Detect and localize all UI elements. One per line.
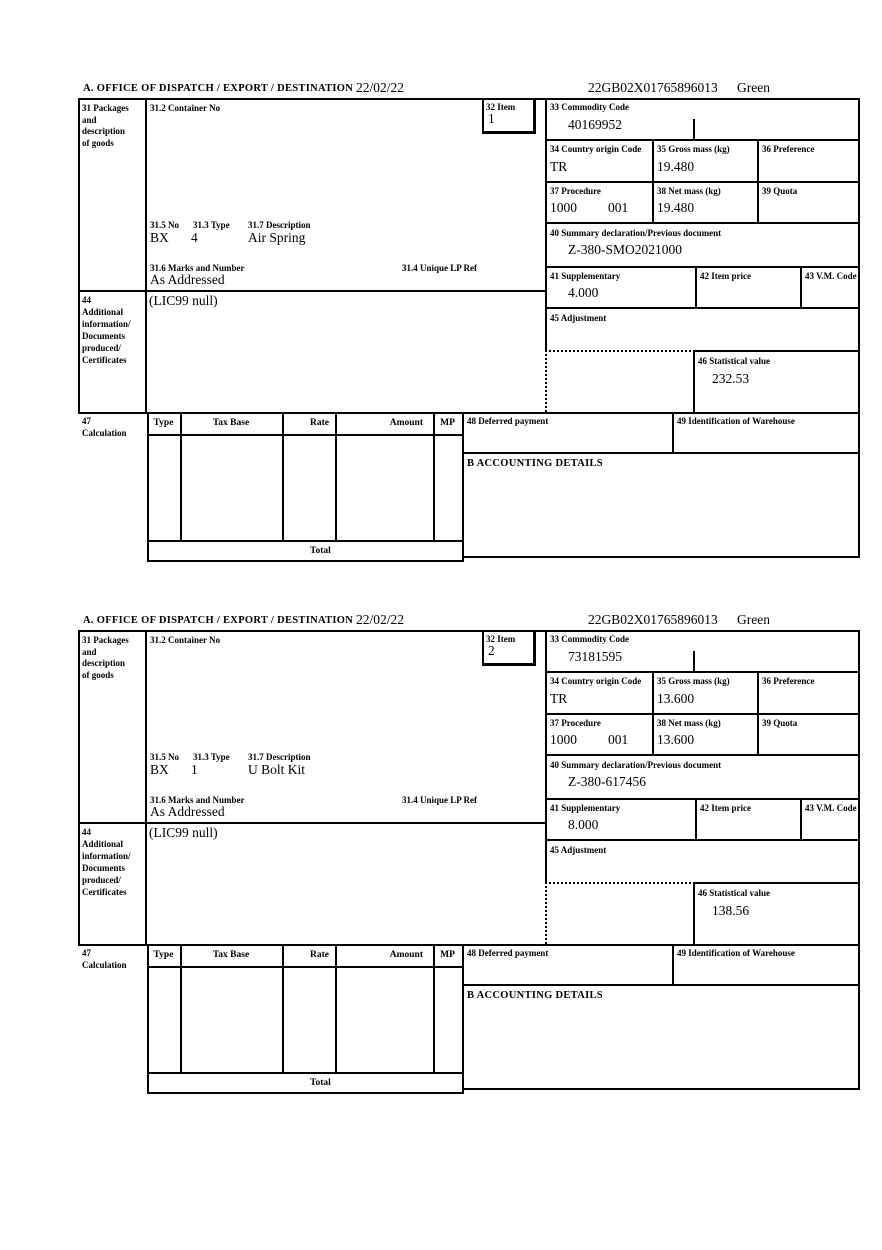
box49-warehouse-label: 49 Identification of Warehouse	[677, 416, 795, 426]
box47-label-line2: Calculation	[82, 428, 127, 438]
box33-commodity-label: 33 Commodity Code	[550, 634, 629, 644]
grid-line	[78, 412, 860, 414]
grid-line	[78, 98, 860, 100]
box34-origin-label: 34 Country origin Code	[550, 144, 642, 154]
box31-label-line1: 31 Packages	[82, 103, 129, 113]
sad-item-section	[0, 80, 882, 570]
mrn-number: 22GB02X01765896013	[588, 80, 718, 95]
sad-item-section	[0, 612, 882, 1102]
mrn-number: 22GB02X01765896013	[588, 612, 718, 627]
grid-line	[652, 671, 654, 755]
box35-gross-mass-label: 35 Gross mass (kg)	[657, 676, 730, 686]
grid-line	[533, 630, 536, 666]
tax-table-header-mp: MP	[440, 418, 455, 428]
box39-quota-label: 39 Quota	[762, 718, 798, 728]
tax-table-header-tax-base: Tax Base	[212, 950, 250, 960]
grid-line	[462, 984, 860, 986]
box47-label-line1: 47	[82, 948, 91, 958]
tax-table-header-type: Type	[153, 950, 174, 960]
grid-line	[78, 630, 860, 632]
grid-line	[482, 663, 536, 666]
grid-line	[652, 139, 654, 223]
box44-label-line4: Documents	[82, 331, 125, 341]
net-mass-value: 19.480	[657, 200, 695, 215]
box37-procedure-label: 37 Procedure	[550, 186, 601, 196]
grid-line	[147, 412, 149, 562]
box43-vm-code-label: 43 V.M. Code	[805, 271, 857, 281]
packages-no-value: BX	[150, 762, 169, 777]
grid-line	[433, 944, 435, 1072]
box31-label-line4: of goods	[82, 670, 114, 680]
grid-line	[147, 560, 464, 562]
grid-line	[800, 266, 802, 307]
box44-label-line6: Certificates	[82, 355, 127, 365]
box31-3-type-label: 31.3 Type	[193, 752, 230, 762]
tax-table-header-amount: Amount	[389, 418, 423, 428]
tax-table-header-rate: Rate	[310, 950, 329, 960]
grid-line	[858, 944, 860, 1090]
grid-line	[78, 630, 80, 946]
grid-line	[78, 98, 80, 414]
grid-line	[545, 671, 860, 673]
grid-line	[858, 412, 860, 558]
additional-information-value: (LIC99 null)	[149, 293, 218, 308]
marks-and-number-value: As Addressed	[150, 804, 225, 819]
grid-line	[482, 98, 484, 133]
box37-procedure-label: 37 Procedure	[550, 718, 601, 728]
grid-line	[858, 630, 860, 946]
box49-warehouse-label: 49 Identification of Warehouse	[677, 948, 795, 958]
box38-net-mass-label: 38 Net mass (kg)	[657, 718, 721, 728]
box43-vm-code-label: 43 V.M. Code	[805, 803, 857, 813]
box47-label-line2: Calculation	[82, 960, 127, 970]
grid-line	[693, 350, 695, 412]
tax-table-header-mp: MP	[440, 950, 455, 960]
box31-2-container-label: 31.2 Container No	[150, 635, 221, 645]
grid-line	[147, 966, 464, 968]
box39-quota-label: 39 Quota	[762, 186, 798, 196]
box31-label-line4: of goods	[82, 138, 114, 148]
procedure-value: 1000	[550, 732, 577, 747]
grid-line	[545, 266, 860, 268]
marks-and-number-value: As Addressed	[150, 272, 225, 287]
dotted-line	[545, 882, 695, 884]
box35-gross-mass-label: 35 Gross mass (kg)	[657, 144, 730, 154]
item-number-value: 2	[488, 643, 495, 658]
grid-line	[145, 630, 147, 944]
grid-line	[482, 630, 484, 665]
box31-4-unique-lp-ref-label: 31.4 Unique LP Ref	[402, 795, 478, 805]
box36-preference-label: 36 Preference	[762, 144, 815, 154]
routing-channel: Green	[737, 612, 770, 627]
declaration-date: 22/02/22	[356, 612, 405, 627]
grid-line	[282, 412, 284, 540]
grid-line	[545, 713, 860, 715]
commodity-code-divider	[693, 119, 695, 139]
grid-line	[180, 412, 182, 540]
procedure-value: 1000	[550, 200, 577, 215]
grid-line	[180, 944, 182, 1072]
box31-2-container-label: 31.2 Container No	[150, 103, 221, 113]
packages-type-value: 4	[191, 230, 198, 245]
grid-line	[695, 798, 697, 839]
box32-item-label: 32 Item	[486, 634, 516, 644]
grid-line	[78, 822, 547, 824]
box31-7-description-label: 31.7 Description	[248, 220, 311, 230]
grid-line	[672, 944, 674, 984]
grid-line	[693, 882, 860, 884]
box31-6-marks-label: 31.6 Marks and Number	[150, 263, 245, 273]
box44-label-line4: Documents	[82, 863, 125, 873]
grid-line	[545, 839, 860, 841]
box31-7-description-label: 31.7 Description	[248, 752, 311, 762]
grid-line	[757, 671, 759, 755]
procedure-suffix-value: 001	[608, 200, 629, 215]
grid-line	[533, 98, 536, 134]
statistical-value: 232.53	[712, 371, 750, 386]
grid-line	[693, 882, 695, 944]
box31-5-no-label: 31.5 No	[150, 220, 179, 230]
commodity-code-value: 40169952	[568, 117, 622, 132]
supplementary-value: 4.000	[568, 285, 599, 300]
box45-adjustment-label: 45 Adjustment	[550, 313, 607, 323]
box40-summary-declaration-label: 40 Summary declaration/Previous document	[550, 228, 722, 238]
box46-statistical-label: 46 Statistical value	[698, 356, 770, 366]
item-number-value: 1	[488, 111, 495, 126]
grid-line	[545, 630, 547, 882]
previous-document-value: Z-380-SMO2021000	[568, 242, 682, 257]
box33-commodity-label: 33 Commodity Code	[550, 102, 629, 112]
tax-table-header-tax-base: Tax Base	[212, 418, 250, 428]
box31-label-line2: and	[82, 647, 97, 657]
box44-label-line5: produced/	[82, 343, 121, 353]
grid-line	[147, 1072, 464, 1074]
grid-line	[147, 1092, 464, 1094]
grid-line	[147, 434, 464, 436]
gross-mass-value: 19.480	[657, 159, 695, 174]
statistical-value: 138.56	[712, 903, 750, 918]
dotted-line	[545, 350, 547, 412]
grid-line	[858, 98, 860, 414]
grid-line	[462, 944, 464, 1094]
box44-label-line2: Additional	[82, 839, 124, 849]
box40-summary-declaration-label: 40 Summary declaration/Previous document	[550, 760, 722, 770]
tax-table-total-label: Total	[310, 1078, 331, 1088]
grid-line	[545, 222, 860, 224]
grid-line	[145, 98, 147, 412]
net-mass-value: 13.600	[657, 732, 695, 747]
procedure-suffix-value: 001	[608, 732, 629, 747]
box38-net-mass-label: 38 Net mass (kg)	[657, 186, 721, 196]
box31-label-line2: and	[82, 115, 97, 125]
grid-line	[462, 1088, 860, 1090]
box31-label-line3: description	[82, 126, 126, 136]
box48-deferred-payment-label: 48 Deferred payment	[467, 416, 549, 426]
grid-line	[462, 412, 464, 562]
box44-label-line1: 44	[82, 827, 91, 837]
box31-5-no-label: 31.5 No	[150, 752, 179, 762]
box44-label-line3: information/	[82, 319, 131, 329]
grid-line	[78, 944, 860, 946]
grid-line	[693, 350, 860, 352]
box44-label-line6: Certificates	[82, 887, 127, 897]
grid-line	[800, 798, 802, 839]
box44-label-line2: Additional	[82, 307, 124, 317]
grid-line	[282, 944, 284, 1072]
grid-line	[482, 131, 536, 134]
packages-no-value: BX	[150, 230, 169, 245]
box45-adjustment-label: 45 Adjustment	[550, 845, 607, 855]
box31-6-marks-label: 31.6 Marks and Number	[150, 795, 245, 805]
box44-label-line5: produced/	[82, 875, 121, 885]
routing-channel: Green	[737, 80, 770, 95]
grid-line	[695, 266, 697, 307]
previous-document-value: Z-380-617456	[568, 774, 646, 789]
box42-item-price-label: 42 Item price	[700, 803, 751, 813]
dotted-line	[545, 350, 695, 352]
goods-description-value: U Bolt Kit	[248, 762, 306, 777]
box34-origin-label: 34 Country origin Code	[550, 676, 642, 686]
box47-label-line1: 47	[82, 416, 91, 426]
grid-line	[545, 98, 547, 350]
tax-table-header-amount: Amount	[389, 950, 423, 960]
box41-supplementary-label: 41 Supplementary	[550, 803, 621, 813]
grid-line	[545, 307, 860, 309]
grid-line	[147, 540, 464, 542]
tax-table-header-rate: Rate	[310, 418, 329, 428]
grid-line	[545, 798, 860, 800]
box48-deferred-payment-label: 48 Deferred payment	[467, 948, 549, 958]
office-of-dispatch-label: A. OFFICE OF DISPATCH / EXPORT / DESTINATION	[83, 83, 354, 94]
country-origin-value: TR	[550, 691, 568, 706]
grid-line	[545, 181, 860, 183]
box31-label-line3: description	[82, 658, 126, 668]
grid-line	[757, 139, 759, 223]
box31-4-unique-lp-ref-label: 31.4 Unique LP Ref	[402, 263, 478, 273]
box41-supplementary-label: 41 Supplementary	[550, 271, 621, 281]
box44-label-line1: 44	[82, 295, 91, 305]
grid-line	[335, 412, 337, 540]
tax-table-total-label: Total	[310, 546, 331, 556]
box36-preference-label: 36 Preference	[762, 676, 815, 686]
grid-line	[78, 290, 547, 292]
box31-label-line1: 31 Packages	[82, 635, 129, 645]
commodity-code-divider	[693, 651, 695, 671]
box31-3-type-label: 31.3 Type	[193, 220, 230, 230]
grid-line	[462, 452, 860, 454]
accounting-details-label: B ACCOUNTING DETAILS	[467, 458, 603, 469]
grid-line	[147, 944, 149, 1094]
box44-label-line3: information/	[82, 851, 131, 861]
accounting-details-label: B ACCOUNTING DETAILS	[467, 990, 603, 1001]
grid-line	[545, 754, 860, 756]
box46-statistical-label: 46 Statistical value	[698, 888, 770, 898]
commodity-code-value: 73181595	[568, 649, 622, 664]
declaration-date: 22/02/22	[356, 80, 405, 95]
country-origin-value: TR	[550, 159, 568, 174]
box42-item-price-label: 42 Item price	[700, 271, 751, 281]
grid-line	[545, 139, 860, 141]
grid-line	[433, 412, 435, 540]
grid-line	[462, 556, 860, 558]
gross-mass-value: 13.600	[657, 691, 695, 706]
supplementary-value: 8.000	[568, 817, 599, 832]
grid-line	[335, 944, 337, 1072]
tax-table-header-type: Type	[153, 418, 174, 428]
grid-line	[672, 412, 674, 452]
packages-type-value: 1	[191, 762, 198, 777]
dotted-line	[545, 882, 547, 944]
box32-item-label: 32 Item	[486, 102, 516, 112]
office-of-dispatch-label: A. OFFICE OF DISPATCH / EXPORT / DESTINATION	[83, 615, 354, 626]
goods-description-value: Air Spring	[248, 230, 306, 245]
additional-information-value: (LIC99 null)	[149, 825, 218, 840]
